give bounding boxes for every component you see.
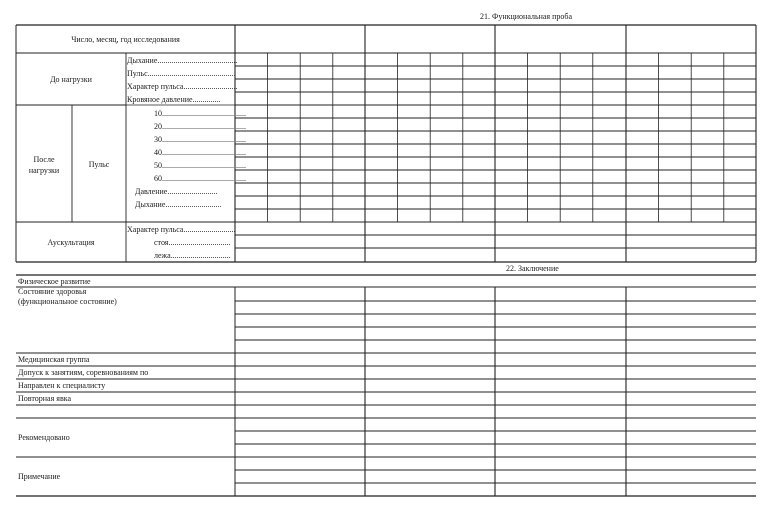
section-22-heading: 22. Заключение xyxy=(506,264,559,273)
recommended-label: Рекомендовано xyxy=(18,433,70,442)
before-load-row-pulse-character: Характер пульса........................... xyxy=(127,82,238,91)
before-load-row-blood-pressure: Кровяное давление.............. xyxy=(127,95,221,104)
auscultation-row-standing: стоя............................... xyxy=(154,238,231,247)
repeat-visit-label: Повторная явка xyxy=(18,394,72,403)
referred-label: Направлен к специалисту xyxy=(18,381,106,390)
auscultation-label: Аускультация xyxy=(47,238,95,247)
after-load-pulse-label: Пульс xyxy=(88,160,110,169)
pulse-row-20: 20.......................................... xyxy=(154,122,246,131)
pulse-row-50: 50.......................................... xyxy=(154,161,246,170)
section-21-heading: 21. Функциональная проба xyxy=(480,12,573,21)
medical-group-label: Медицинская группа xyxy=(18,355,90,364)
before-load-row-pulse: Пульс............................................ xyxy=(127,69,236,78)
after-load-pressure-row: Давление......................... xyxy=(135,187,218,196)
admission-label: Допуск к занятиям, соревнованиям по xyxy=(18,368,149,377)
auscultation-row-pulse-character: Характер пульса.......................... xyxy=(127,225,236,234)
after-load-breathing-row: Дыхание............................ xyxy=(135,200,222,209)
health-state-label-line2: (функциональное состояние) xyxy=(18,297,117,306)
auscultation-row-lying: лежа.............................. xyxy=(154,251,231,260)
before-load-label: До нагрузки xyxy=(50,75,92,84)
pulse-row-30: 30.......................................... xyxy=(154,135,246,144)
before-load-row-breathing: Дыхание........................................ xyxy=(127,56,238,65)
physical-development-label: Физическое развитие xyxy=(18,277,91,286)
after-load-label-line1: После xyxy=(33,155,55,164)
health-state-label-line1: Состояние здоровья xyxy=(18,287,87,296)
pulse-row-60: 60.......................................... xyxy=(154,174,246,183)
pulse-row-40: 40.......................................... xyxy=(154,148,246,157)
date-header: Число, месяц, год исследования xyxy=(71,35,180,44)
pulse-row-10: 10.......................................... xyxy=(154,109,246,118)
after-load-label-line2: нагрузки xyxy=(28,166,60,175)
note-label: Примечание xyxy=(18,472,61,481)
